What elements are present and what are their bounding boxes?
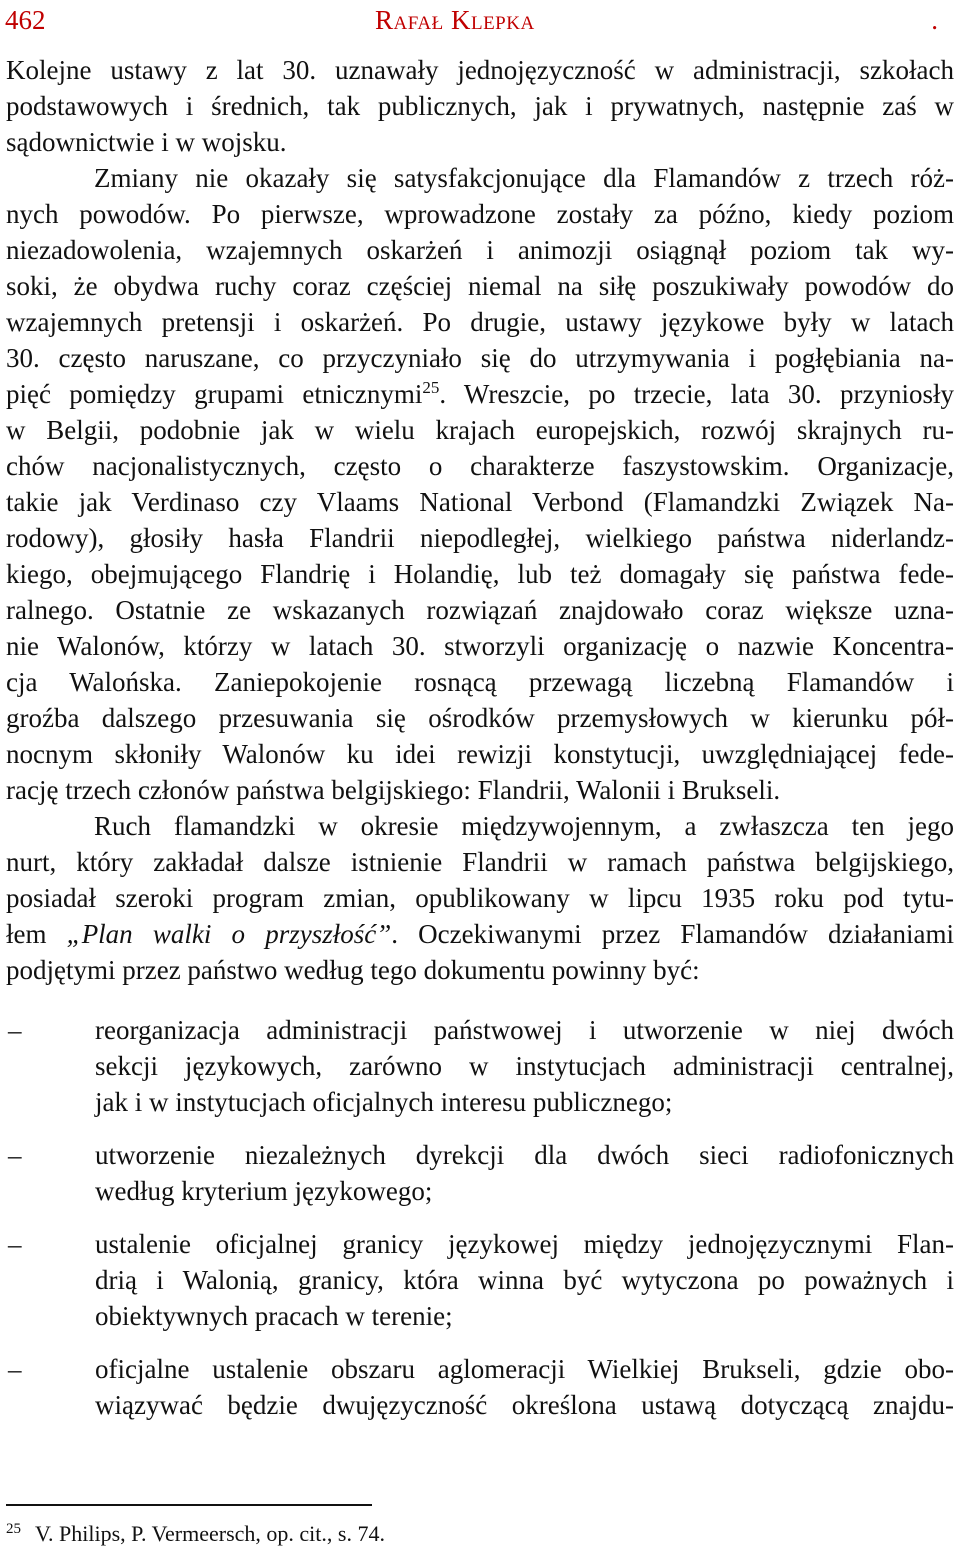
text-line: groźba dalszego przesuwania się ośrodków przemysłowych w kierunku pół- [6, 703, 954, 733]
text-line: wzajemnych pretensji i oskarżeń. Po drugie, ustawy językowe były w latach [6, 307, 954, 337]
running-header [5, 2, 938, 38]
text-line: nocnym skłoniły Walonów ku idei rewizji konstytucji, uwzględniającej fede- [6, 739, 954, 769]
text-line: takie jak Verdinaso czy Vlaams National Verbond (Flamandzki Związek Na- [6, 487, 954, 517]
text-fragment: . Oczekiwanymi przez Flamandów działaniami [391, 919, 954, 949]
text-line: nie Walonów, którzy w latach 30. stworzyli organizację o nazwie Koncentra- [6, 631, 954, 661]
footnote [6, 1519, 385, 1549]
list-item-line: ustalenie oficjalnej granicy językowej między jednojęzycznymi Flan- [95, 1229, 954, 1259]
list-item-line: wiązywać będzie dwujęzyczność określona ustawą dotyczącą znajdu- [95, 1390, 954, 1420]
text-line: cja Walońska. Zaniepokojenie rosnącą przewagą liczebną Flamandów i [6, 667, 954, 697]
text-line: podjętymi przez państwo według tego dokumentu powinny być: [6, 955, 700, 985]
text-line: chów nacjonalistycznych, często o charakterze faszystowskim. Organizacje, [6, 451, 954, 481]
text-line: niezadowolenia, wzajemnych oskarżeń i animozji osiągnął poziom tak wy- [6, 235, 954, 265]
list-item-line: utworzenie niezależnych dyrekcji dla dwóch sieci radiofonicznych [95, 1140, 954, 1170]
list-item-line: według kryterium językowego; [95, 1176, 433, 1206]
text-line: w Belgii, podobnie jak w wielu krajach europejskich, rozwój skrajnych ru- [6, 415, 954, 445]
page-number: 462 [5, 5, 46, 35]
list-item-line: drią i Walonią, granicy, która winna być wytyczona po poważnych i [95, 1265, 954, 1295]
text-line: ralnego. Ostatnie ze wskazanych rozwiązań znajdowało coraz większe uzna- [6, 595, 954, 625]
text-line: rację trzech członów państwa belgijskiego: Flandrii, Walonii i Brukseli. [6, 775, 781, 805]
text-line: podstawowych i średnich, tak publicznych, jak i prywatnych, następnie zaś w [6, 91, 954, 121]
text-line: soki, że obydwa ruchy coraz częściej niemal na siłę poszukiwały powodów do [6, 271, 954, 301]
text-line: sądownictwie i w wojsku. [6, 127, 287, 157]
text-line: nurt, który zakładał dalsze istnienie Flandrii w ramach państwa belgijskiego, [6, 847, 954, 877]
text-line: kiego, obejmującego Flandrię i Holandię, lub też domagały się państwa fede- [6, 559, 954, 589]
footnote-text: V. Philips, P. Vermeersch, op. cit., s. 74. [35, 1521, 385, 1546]
running-header-author: Rafał Klepka [375, 5, 535, 35]
text-fragment: . Wreszcie, po trzecie, lata 30. przyniosły [439, 379, 954, 409]
list-item-line: sekcji językowych, zarówno w instytucjach administracji centralnej, [95, 1051, 954, 1081]
list-item-line: reorganizacja administracji państwowej i utworzenie w niej dwóch [95, 1015, 954, 1045]
text-line: 30. często naruszane, co przyczyniało się do utrzymywania i pogłębiania na- [6, 343, 954, 373]
list-item-line: obiektywnych pracach w terenie; [95, 1301, 453, 1331]
dash-bullet: – [8, 1354, 22, 1384]
dash-bullet: – [8, 1140, 22, 1170]
text-line: Zmiany nie okazały się satysfakcjonujące dla Flamandów z trzech róż- [94, 163, 954, 193]
text-line: posiadał szeroki program zmian, opublikowany w lipcu 1935 roku pod tytu- [6, 883, 954, 913]
text-line [6, 915, 954, 953]
text-fragment: pięć pomiędzy grupami etnicznymi [6, 379, 423, 409]
dash-bullet: – [8, 1015, 22, 1045]
text-line [6, 375, 954, 413]
footnote-separator [6, 1504, 372, 1506]
footnote-number: 25 [6, 1521, 21, 1537]
list-item-line: oficjalne ustalenie obszaru aglomeracji Wielkiej Brukseli, gdzie obo- [95, 1354, 954, 1384]
text-line: Kolejne ustawy z lat 30. uznawały jednojęzyczność w administracji, szkołach [6, 55, 954, 85]
text-line: rodowy), głosiły hasła Flandrii niepodległej, wielkiego państwa niderlandz- [6, 523, 954, 553]
text-line: Ruch flamandzki w okresie międzywojennym, a zwłaszcza ten jego [94, 811, 954, 841]
text-fragment: łem [6, 919, 67, 949]
list-item-line: jak i w instytucjach oficjalnych interesu publicznego; [95, 1087, 673, 1117]
running-header-end-mark: . [931, 5, 938, 35]
document-title-quote: „Plan walki o przyszłość” [66, 919, 392, 949]
dash-bullet: – [8, 1229, 22, 1259]
footnote-reference: 25 [422, 378, 440, 397]
text-line: nych powodów. Po pierwsze, wprowadzone zostały za późno, kiedy poziom [6, 199, 954, 229]
